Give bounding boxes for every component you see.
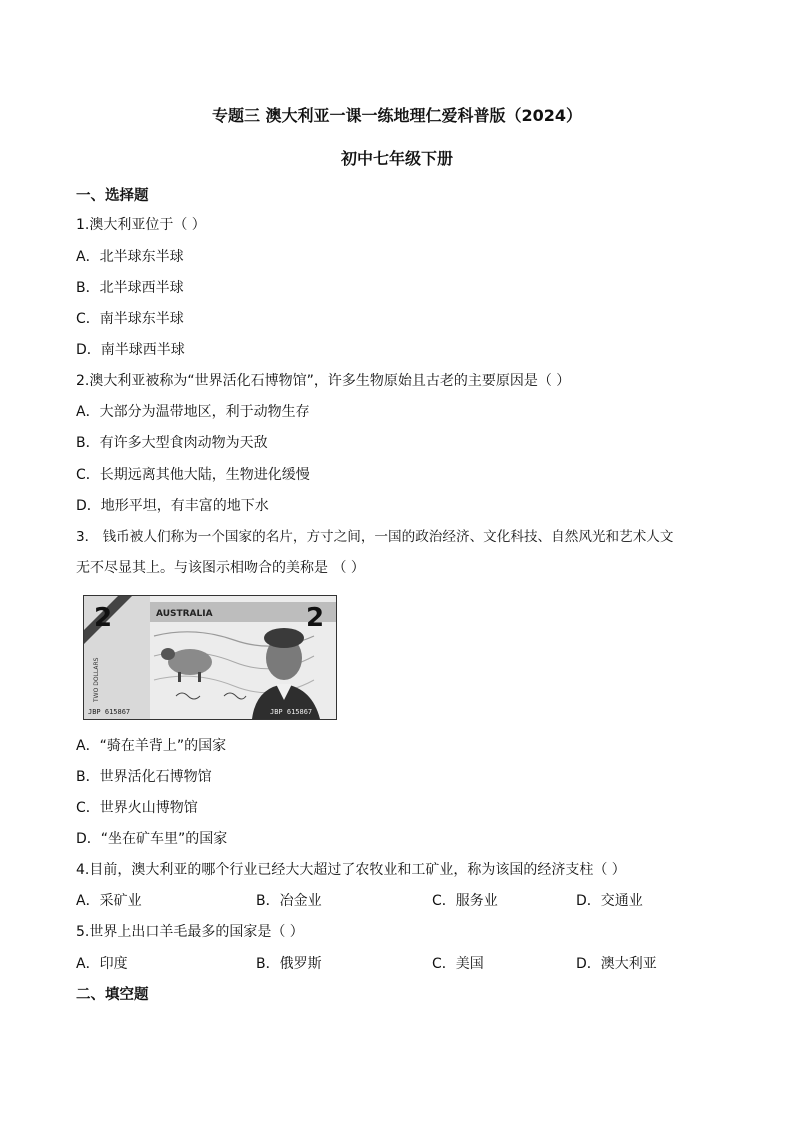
banknote-country-text: AUSTRALIA	[156, 609, 213, 619]
sheep-head	[161, 648, 175, 660]
question-2-option-a: A．大部分为温带地区，利于动物生存	[76, 404, 310, 420]
section-heading-choice: 一、选择题	[76, 188, 149, 204]
question-5-option-c: C．美国	[432, 956, 484, 972]
question-2-option-b: B．有许多大型食肉动物为天敌	[76, 435, 268, 451]
question-4-option-c: C．服务业	[432, 893, 498, 909]
question-4-stem: 4.目前，澳大利亚的哪个行业已经大大超过了农牧业和工矿业，称为该国的经济支柱（ ）	[76, 862, 626, 878]
question-3-option-a: A．“骑在羊背上”的国家	[76, 738, 227, 754]
portrait-hair	[264, 628, 304, 648]
australian-two-dollar-banknote	[83, 595, 337, 720]
question-1-option-a: A．北半球东半球	[76, 249, 184, 265]
question-3-stem-line-1: 3． 钱币被人们称为一个国家的名片，方寸之间，一国的政治经济、文化科技、自然风光和艺术人文	[76, 529, 674, 545]
banknote-serial-left: JBP 615867	[88, 708, 131, 716]
banknote-side-text: TWO DOLLARS	[93, 657, 100, 702]
banknote-denomination-right: 2	[306, 603, 325, 633]
question-1-option-c: C．南半球东半球	[76, 311, 184, 327]
document-title: 专题三 澳大利亚一课一练地理仁爱科普版（2024）	[211, 106, 583, 125]
sheep-leg	[198, 672, 201, 682]
document-subtitle: 初中七年级下册	[340, 149, 453, 168]
question-5-stem: 5.世界上出口羊毛最多的国家是（ ）	[76, 924, 304, 940]
question-3-option-b: B．世界活化石博物馆	[76, 769, 212, 785]
question-3-stem-line-2: 无不尽显其上。与该图示相吻合的美称是 （ ）	[76, 560, 365, 576]
question-4-option-d: D．交通业	[576, 893, 643, 909]
section-heading-fill-blank: 二、填空题	[76, 987, 149, 1003]
question-2-option-c: C．长期远离其他大陆，生物进化缓慢	[76, 467, 310, 483]
question-1-option-b: B．北半球西半球	[76, 280, 184, 296]
sheep-leg	[178, 672, 181, 682]
question-2-option-d: D．地形平坦，有丰富的地下水	[76, 498, 269, 514]
question-3-option-d: D．“坐在矿车里”的国家	[76, 831, 228, 847]
question-5-option-a: A．印度	[76, 956, 128, 972]
banknote-serial-right: JBP 615867	[270, 708, 313, 716]
question-1-option-d: D．南半球西半球	[76, 342, 185, 358]
banknote-denomination-left: 2	[94, 603, 113, 633]
question-3-option-c: C．世界火山博物馆	[76, 800, 198, 816]
question-2-stem: 2.澳大利亚被称为“世界活化石博物馆”，许多生物原始且古老的主要原因是（ ）	[76, 373, 571, 389]
question-5-option-d: D．澳大利亚	[576, 956, 657, 972]
banknote-illustration	[84, 596, 336, 719]
question-5-option-b: B．俄罗斯	[256, 956, 322, 972]
question-4-option-b: B．冶金业	[256, 893, 322, 909]
question-1-stem: 1.澳大利亚位于（ ）	[76, 217, 206, 233]
question-4-option-a: A．采矿业	[76, 893, 142, 909]
